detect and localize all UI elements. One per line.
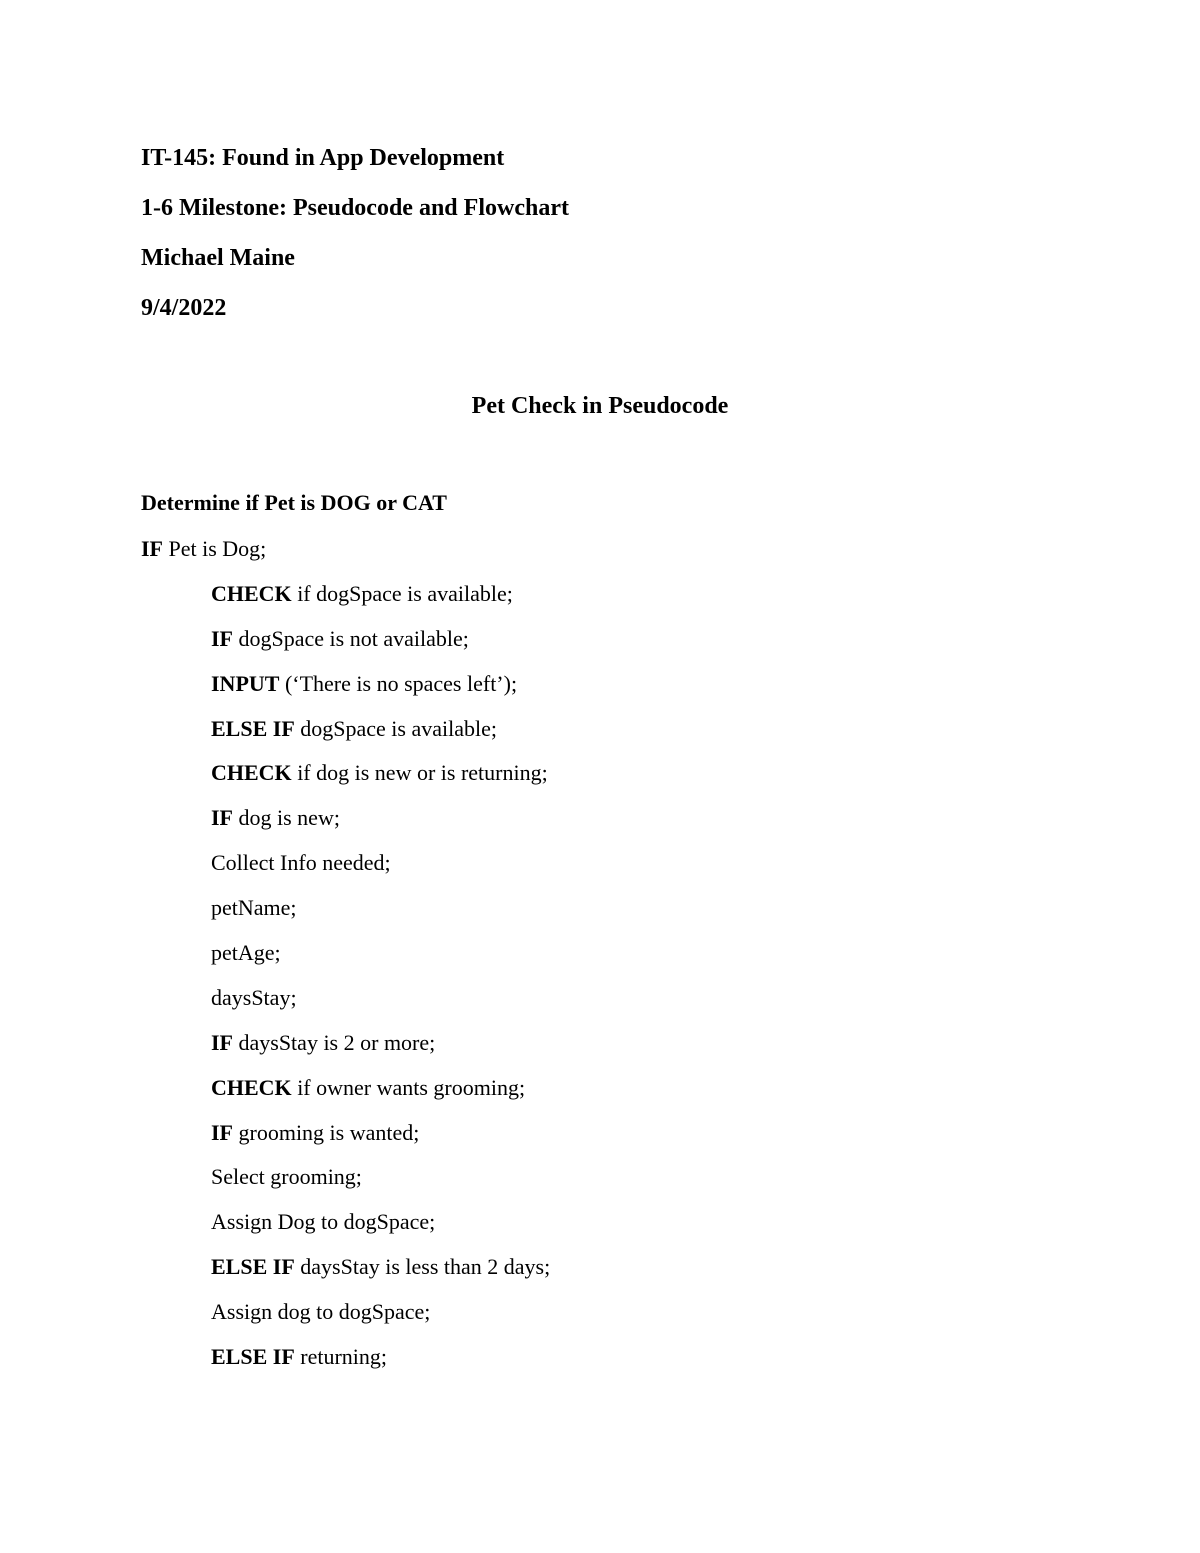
- document-date: 9/4/2022: [141, 295, 227, 321]
- pseudocode-text: (‘There is no spaces left’);: [279, 670, 518, 696]
- pseudocode-text: returning;: [294, 1344, 388, 1370]
- pseudocode-line: [141, 712, 550, 757]
- pseudocode-keyword: INPUT: [211, 670, 280, 696]
- pseudocode-text: daysStay is 2 or more;: [233, 1029, 436, 1055]
- pseudocode-line: [141, 1250, 550, 1295]
- pseudocode-keyword: IF: [211, 1029, 233, 1055]
- pseudocode-line: [141, 1071, 550, 1116]
- pseudocode-line: [141, 756, 550, 801]
- pseudocode-keyword: ELSE IF: [211, 1254, 295, 1280]
- pseudocode-line: [141, 1116, 550, 1161]
- document-header: [141, 141, 569, 341]
- pseudocode-text: dogSpace is not available;: [233, 625, 469, 651]
- pseudocode-text: grooming is wanted;: [233, 1119, 420, 1145]
- pseudocode-line: [141, 1026, 550, 1071]
- pseudocode-text: petAge;: [211, 940, 281, 966]
- section-heading: Determine if Pet is DOG or CAT: [141, 490, 447, 515]
- pseudocode-text: dogSpace is available;: [294, 715, 497, 741]
- pseudocode-text: if dog is new or is returning;: [291, 760, 548, 786]
- pseudocode-line: [141, 1340, 550, 1385]
- pseudocode-text: if dogSpace is available;: [291, 580, 513, 606]
- pseudocode-keyword: IF: [211, 1119, 233, 1145]
- pseudocode-text: Select grooming;: [211, 1164, 362, 1190]
- pseudocode-keyword: IF: [141, 536, 163, 561]
- pseudocode-block: [141, 532, 550, 1385]
- pseudocode-text: daysStay is less than 2 days;: [294, 1254, 551, 1280]
- pseudocode-text: dog is new;: [233, 805, 340, 831]
- pseudocode-line: [141, 981, 550, 1026]
- pseudocode-line: [141, 936, 550, 981]
- pseudocode-line: [141, 846, 550, 891]
- pseudocode-keyword: IF: [211, 625, 233, 651]
- course-title: IT-145: Found in App Development: [141, 145, 505, 171]
- pseudocode-keyword: CHECK: [211, 580, 292, 606]
- pseudocode-keyword: CHECK: [211, 1074, 292, 1100]
- pseudocode-text: petName;: [211, 895, 297, 921]
- pseudocode-keyword: ELSE IF: [211, 1344, 295, 1370]
- pseudocode-line: [141, 801, 550, 846]
- pseudocode-line: [141, 1295, 550, 1340]
- pseudocode-keyword: CHECK: [211, 760, 292, 786]
- pseudocode-text: Pet is Dog;: [163, 536, 267, 561]
- author-name: Michael Maine: [141, 245, 295, 271]
- pseudocode-keyword: ELSE IF: [211, 715, 295, 741]
- pseudocode-text: Assign dog to dogSpace;: [211, 1299, 431, 1325]
- pseudocode-text: Assign Dog to dogSpace;: [211, 1209, 436, 1235]
- document-title: Pet Check in Pseudocode: [471, 393, 729, 419]
- pseudocode-line: [141, 577, 550, 622]
- pseudocode-text: Collect Info needed;: [211, 850, 391, 876]
- pseudocode-text: daysStay;: [211, 984, 297, 1010]
- pseudocode-line: [141, 1160, 550, 1205]
- pseudocode-text: if owner wants grooming;: [291, 1074, 526, 1100]
- pseudocode-line: [141, 532, 550, 577]
- pseudocode-line: [141, 891, 550, 936]
- pseudocode-line: [141, 1205, 550, 1250]
- pseudocode-keyword: IF: [211, 805, 233, 831]
- pseudocode-line: [141, 667, 550, 712]
- assignment-title: 1-6 Milestone: Pseudocode and Flowchart: [141, 195, 569, 221]
- pseudocode-line: [141, 622, 550, 667]
